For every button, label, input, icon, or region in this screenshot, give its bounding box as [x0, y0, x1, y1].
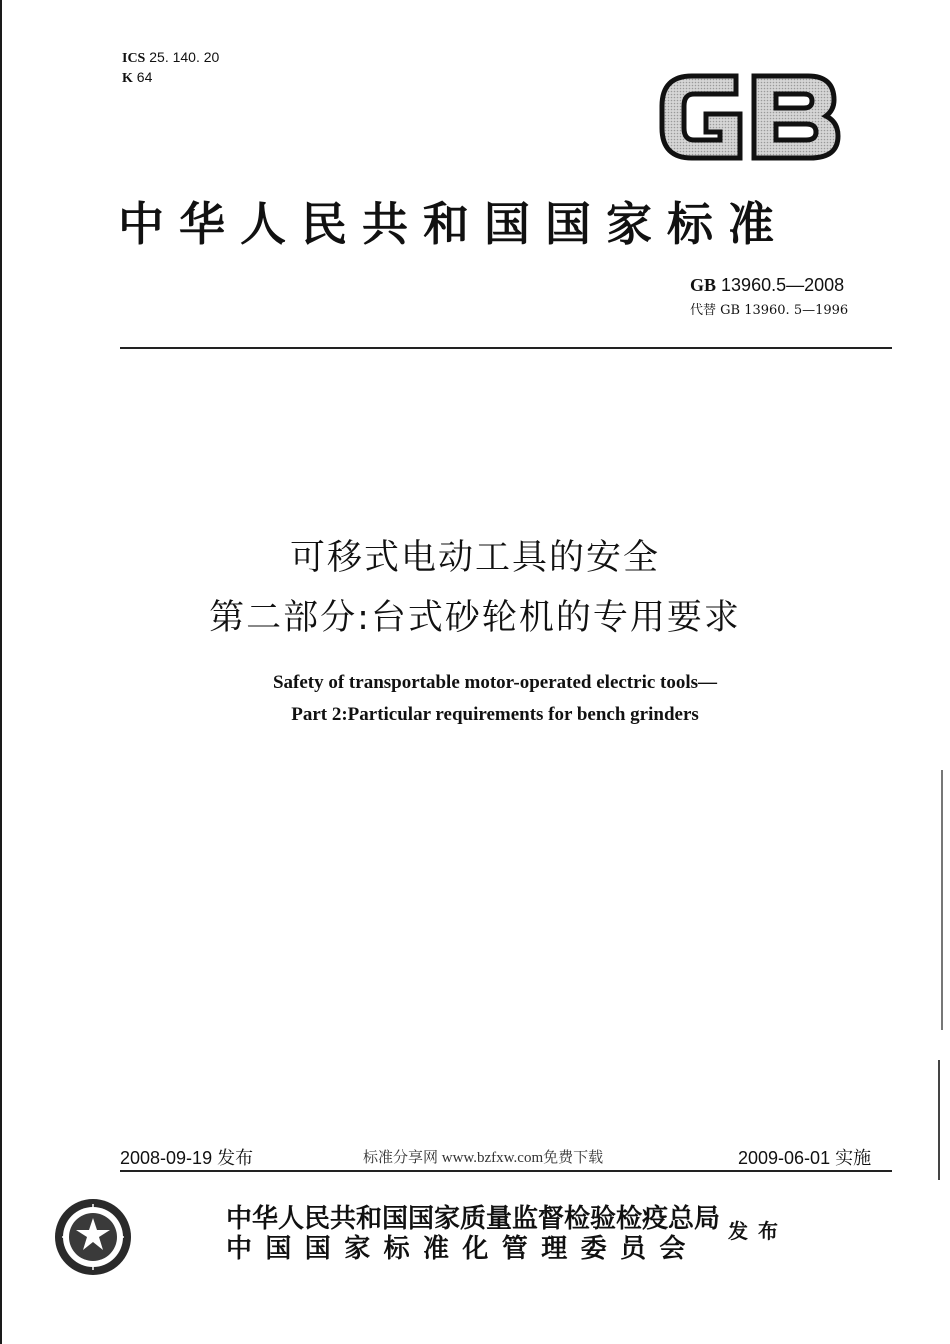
- national-standard-title: 中华人民共和国国家标准: [118, 197, 789, 251]
- title-cn-line1: 可移式电动工具的安全: [289, 538, 660, 578]
- title-cn-line2: 第二部分:台式砂轮机的专用要求: [209, 598, 741, 638]
- divider-bottom: [120, 1170, 892, 1172]
- publish-label: 发布: [728, 1219, 788, 1243]
- issue-date: 2008-09-19 发布: [120, 1148, 254, 1168]
- class-code: [122, 68, 219, 88]
- classification-block: [122, 48, 219, 88]
- title-en-line1: Safety of transportable motor-operated electric tools—: [272, 672, 718, 693]
- divider-top: [120, 347, 892, 349]
- official-seal-icon: [52, 1196, 134, 1278]
- ics-code: [122, 48, 219, 68]
- standard-number: [690, 275, 844, 296]
- class-value: 64: [136, 69, 153, 85]
- ics-value: 25. 140. 20: [149, 49, 220, 65]
- issuing-org-1: 中华人民共和国国家质量监督检验检疫总局: [226, 1204, 721, 1234]
- standard-prefix: GB: [690, 275, 717, 295]
- standard-number-value: 13960.5—2008: [721, 275, 845, 295]
- title-en-line2: Part 2:Particular requirements for bench grinders: [291, 704, 699, 725]
- implementation-date: 2009-06-01 实施: [738, 1148, 872, 1168]
- watermark-text: 标准分享网 www.bzfxw.com免费下载: [363, 1150, 604, 1166]
- ics-label: ICS: [122, 51, 146, 66]
- replaces-standard: 代替 GB 13960. 5—1996: [690, 303, 849, 318]
- scan-edge-right: [941, 770, 943, 1030]
- gb-logo-icon: [658, 66, 842, 166]
- issuing-org-2: 中国国家标准化管理委员会: [226, 1234, 699, 1264]
- class-label: K: [122, 71, 133, 86]
- scan-edge-right-lower: [938, 1060, 940, 1180]
